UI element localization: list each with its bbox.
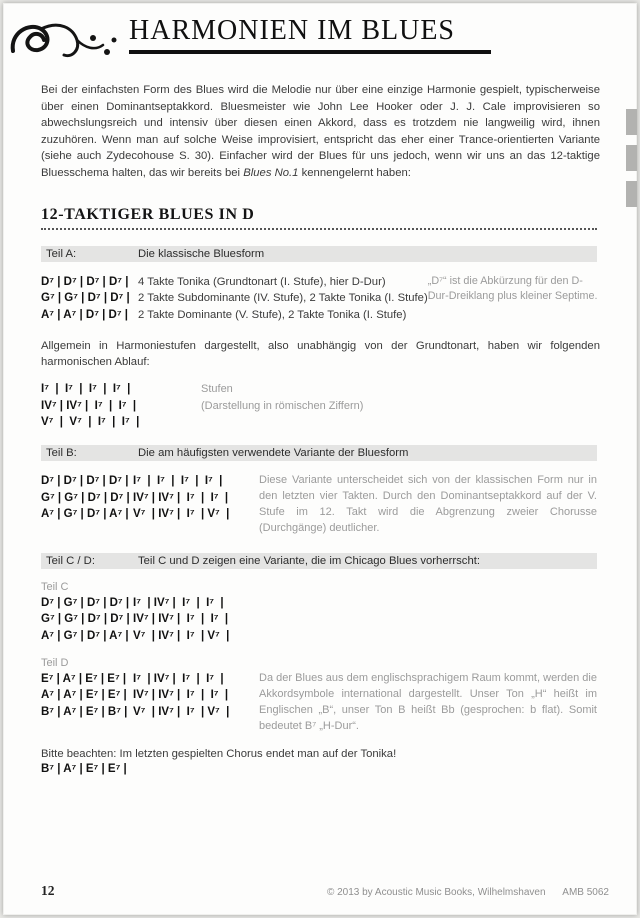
chord-row: G⁷ | G⁷ | D⁷ | D⁷ | [41,292,130,305]
book-page [3,3,637,915]
title-rule [129,50,491,54]
intro-italic-reference: Blues No.1 [243,166,299,179]
part-a-chord-block [41,274,597,324]
part-a-title: Die klassische Bluesform [138,247,265,260]
chord-row: G⁷ | G⁷ | D⁷ | D⁷ | [41,491,130,504]
part-cd-bar [41,553,597,569]
part-b-chords [41,473,133,537]
part-b-chord-block [41,473,597,537]
stufen-row: I⁷ | IV⁷ | I⁷ | I⁷ | [133,596,224,609]
chord-row: E⁷ | A⁷ | E⁷ | E⁷ | [41,672,127,685]
stufen-row: IV⁷ | IV⁷ | I⁷ | I⁷ | [133,689,229,702]
harmoniestufen-paragraph: Allgemein in Harmoniestufen dargestellt, also unabhängig von der Grundtonart, haben wir folgenden harmonischen Ablauf: [41,339,600,369]
stufen-notes [167,381,597,431]
stufen-row: V⁷ | V⁷ | I⁷ | I⁷ | [41,416,140,429]
part-b-title: Die am häufigsten verwendete Variante der Bluesform [138,446,409,459]
part-a-chords [41,274,138,324]
chord-row: A⁷ | A⁷ | D⁷ | D⁷ | [41,308,129,321]
intro-paragraph [41,82,600,182]
part-c-chords [41,595,133,645]
chord-row: G⁷ | G⁷ | D⁷ | D⁷ | [41,613,130,626]
chord-row-description: 4 Takte Tonika (Grundtonart (I. Stufe), hier D-Dur) [138,275,386,288]
stufen-row: I⁷ | I⁷ | I⁷ | I⁷ | [133,474,223,487]
dotted-rule [41,228,597,230]
page-number: 12 [41,883,55,898]
page-title: HARMONIEN IM BLUES [129,15,455,46]
part-d-chords [41,671,133,735]
stufen-note: (Darstellung in römischen Ziffern) [201,399,364,412]
intro-text: Bei der einfachsten Form des Blues wird die Melodie nur über eine einzige Harmonie gespielt, typischerweise über einen Dominantseptakkord. Bluesmeister wie John Lee Hooker oder J. J. Cale improvisieren so abwechslungsreich und intensiv über diesen einen Akkord, dass es trotzdem nie langweilig wird, ihnen zuzuhören. Wenn man auf solche Weise improvisiert, entspricht das eher einer Trance-orientierten Variante (siehe auch Zydecohouse S. 30). Einfacher wird der Blues für uns jedoch, wenn wir uns an das 12-taktige Bluesschema halten, das wir bereits bei [41,84,600,179]
part-b-label: Teil B: [46,446,77,459]
part-a-bar [41,246,597,262]
part-c-sublabel: Teil C [41,580,69,593]
part-d-sublabel: Teil D [41,656,69,669]
part-b-bar [41,445,597,461]
intro-text-end: kennengelernt haben: [298,166,411,179]
closing-chord-row: B⁷ | A⁷ | E⁷ | E⁷ | [41,763,127,776]
stufen-row: I⁷ | IV⁷ | I⁷ | I⁷ | [133,672,224,685]
page-footer [41,883,609,899]
part-b-stufen [133,473,259,537]
decorative-flourish-icon [9,19,121,67]
chord-row: A⁷ | A⁷ | E⁷ | E⁷ | [41,689,127,702]
chord-row: A⁷ | G⁷ | D⁷ | A⁷ | [41,630,129,643]
chord-row-description: 2 Takte Dominante (V. Stufe), 2 Takte Tonika (I. Stufe) [138,309,407,321]
part-d-note: Da der Blues aus dem englischsprachigem Raum kommt, werden die Akkordsymbole international dargestellt. Unser Ton „H“ heißt im Englischen „B“, unser Ton B heißt Bb (gesprochen: b flat). Somit bedeutet B⁷ „H-Dur“. [259,671,597,732]
stufen-row: IV⁷ | IV⁷ | I⁷ | I⁷ | [133,491,229,504]
part-c-chord-block [41,595,597,645]
stufen-row: IV⁷ | IV⁷ | I⁷ | I⁷ | [41,399,137,412]
scan-artifact [626,109,637,135]
chord-row: B⁷ | A⁷ | E⁷ | B⁷ | [41,706,128,719]
catalog-number: AMB 5062 [562,887,609,898]
stufen-note: Stufen [201,382,233,395]
part-a-label: Teil A: [46,247,77,260]
chord-row: A⁷ | G⁷ | D⁷ | A⁷ | [41,508,129,521]
section-heading: 12-TAKTIGER BLUES IN D [41,205,255,223]
stufen-row: V⁷ | IV⁷ | I⁷ | V⁷ | [133,508,230,521]
stufen-row: V⁷ | IV⁷ | I⁷ | V⁷ | [133,706,230,719]
part-d-chord-block [41,671,597,735]
part-d-stufen [133,671,259,735]
stufen-block [41,381,597,431]
stufen-row: I⁷ | I⁷ | I⁷ | I⁷ | [41,382,131,395]
chord-row: D⁷ | G⁷ | D⁷ | D⁷ | [41,596,130,609]
page-header [3,3,637,67]
chord-row-description: 2 Takte Subdominante (IV. Stufe), 2 Takte Tonika (I. Stufe) [138,292,428,305]
footer-imprint [327,887,609,898]
chord-row: D⁷ | D⁷ | D⁷ | D⁷ | [41,474,129,487]
part-c-stufen [133,595,259,645]
part-b-note: Diese Variante unterscheidet sich von der klassischen Form nur in den letzten vier Takten. Durch den Dominantseptakkord auf der V. Stufe im 12. Takt wird die Abgrenzung zweier Chorusse (Durchgänge) deutlicher. [259,473,597,534]
part-a-descriptions [138,274,428,324]
stufen-row: IV⁷ | IV⁷ | I⁷ | I⁷ | [133,613,229,626]
part-a-margin-note: „D⁷“ ist die Abkürzung für den D-Dur-Dreiklang plus kleiner Septime. [427,274,598,302]
stufen-rows [41,381,167,431]
stufen-row: V⁷ | IV⁷ | I⁷ | V⁷ | [133,630,230,643]
part-cd-label: Teil C / D: [46,554,95,567]
closing-note: Bitte beachten: Im letzten gespielten Chorus endet man auf der Tonika! [41,748,397,761]
title-block [129,15,491,54]
scan-artifact [626,145,637,171]
chord-row: D⁷ | D⁷ | D⁷ | D⁷ | [41,275,129,288]
scan-artifact [626,181,637,207]
part-cd-title: Teil C und D zeigen eine Variante, die im Chicago Blues vorherrscht: [138,554,481,567]
copyright-text: © 2013 by Acoustic Music Books, Wilhelmshaven [326,887,546,898]
